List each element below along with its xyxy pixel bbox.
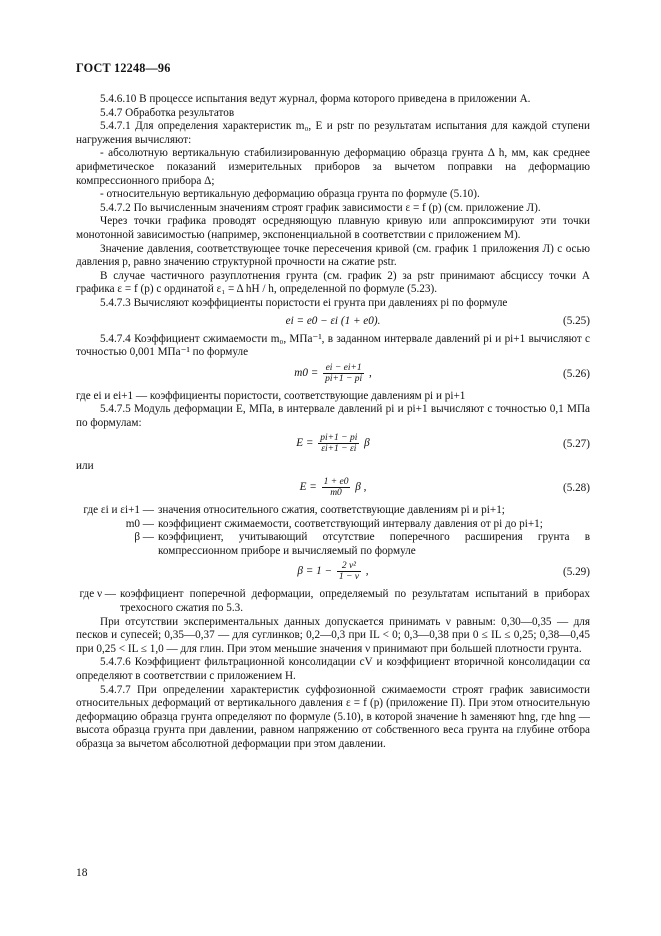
fraction-numerator: 2 ν² (337, 561, 361, 572)
equation-5-25 (76, 311, 590, 333)
equation-number: (5.27) (562, 438, 590, 451)
paragraph: - абсолютную вертикальную стабилизированную деформацию образца грунта Δ h, мм, как среднее арифметическое показаний измерительных приборов за вычетом поправки на деформацию компрессионного прибора Δ; (76, 147, 590, 187)
fraction-numerator: ei − ei+1 (323, 363, 364, 374)
fraction-numerator: 1 + e0 (323, 477, 349, 488)
equation-number: (5.25) (562, 314, 590, 327)
definition-text: коэффициент поперечной деформации, определяемый по результатам испытаний в приборах трехосного сжатия по 5.3. (120, 588, 590, 615)
definition-row (76, 531, 590, 558)
paragraph: 5.4.7.3 Вычисляют коэффициенты пористости ei грунта при давлениях pi по формуле (100, 296, 508, 309)
definition-row (76, 518, 590, 532)
paragraph: где ei и ei+1 — коэффициенты пористости, соответствующие давлениям pi и pi+1 (76, 389, 466, 402)
paragraph: 5.4.7.4 Коэффициент сжимаемости m₀, МПа⁻¹, в заданном интервале давлений pi и pi+1 вычисляют с точностью 0,001 МПа⁻¹ по формуле (76, 332, 590, 359)
paragraph: Через точки графика проводят осредняющую плавную кривую или аппроксимируют эти точки монотонной зависимостью (например, экспоненциальной в соответствии с приложением М). (76, 215, 590, 241)
fraction (337, 561, 361, 582)
equation-tail: , (368, 366, 372, 379)
document-body (76, 93, 590, 752)
equation-5-26 (76, 360, 590, 390)
fraction-denominator: pi+1 − pi (325, 373, 363, 384)
equation-lhs: β = 1 − (297, 565, 333, 578)
equation-tail: , (365, 565, 369, 578)
page-number: 18 (76, 867, 88, 879)
equation-5-28 (76, 474, 590, 504)
equation-formula: ei = e0 − εi (1 + e0). (285, 314, 381, 327)
equation-lhs: E = (299, 481, 317, 494)
equation-lhs: m0 = (294, 366, 319, 379)
paragraph: При отсутствии экспериментальных данных допускается принимать ν равным: 0,30—0,35 — для песков и супесей; 0,35—0,37 — для суглинков; 0,2—0,3 при IL < 0; 0,3—0,38 при 0 ≤ IL ≤ 0,25; 0,38—0,45 при 0,25 < IL ≤ 1,0 — для глин. При этом меньшие значения ν принимают при большей плотности грунта. (76, 615, 590, 655)
paragraph: или (76, 460, 94, 473)
fraction (318, 433, 359, 454)
paragraph: Значение давления, соответствующее точке пересечения кривой (см. график 1 приложения Л) с осью давления p, равно значению структурной прочности на сжатие pstr. (76, 242, 590, 269)
paragraph: 5.4.7.2 По вычисленным значениям строят график зависимости ε = f (p) (см. приложение Л). (100, 201, 541, 214)
fraction-denominator: m0 (330, 488, 342, 499)
paragraph: 5.4.7.6 Коэффициент фильтрационной консолидации cV и коэффициент вторичной консолидации cα определяют в соответствии с приложением Н. (76, 656, 590, 682)
paragraph: - относительную вертикальную деформацию образца грунта по формуле (5.10). (100, 188, 480, 201)
fraction (322, 477, 351, 498)
section-heading: 5.4.7 Обработка результатов (100, 106, 235, 119)
equation-tail: β , (355, 481, 367, 494)
equation-5-29 (76, 558, 590, 588)
equation-tail: β (364, 437, 370, 450)
definition-text: коэффициент, учитывающий отсутствие поперечного расширения грунта в компрессионном приборе и вычисляемый по формуле (158, 531, 590, 557)
definition-symbol: где ν — (79, 588, 116, 601)
paragraph: 5.4.6.10 В процессе испытания ведут журнал, форма которого приведена в приложении А. (100, 93, 531, 105)
definition-text: коэффициент сжимаемости, соответствующий интервалу давления от pi до pi+1; (158, 517, 543, 530)
definition-row (76, 588, 590, 615)
definition-row (76, 504, 590, 518)
equation-lhs: E = (296, 437, 314, 450)
fraction-numerator: pi+1 − pi (320, 433, 358, 444)
document-header: ГОСТ 12248—96 (76, 61, 171, 75)
fraction (323, 363, 364, 384)
definition-symbol: m0 — (125, 517, 154, 530)
definition-symbol: где εi и εi+1 — (83, 504, 154, 517)
paragraph: 5.4.7.7 При определении характеристик суффозионной сжимаемости строят график зависимости относительных деформаций от вертикального давления ε = f (p) (приложение П). При этом относительную деформацию образца грунта определяют по формуле (5.10), в которой значение h заменяют hng, где hng — высота образца грунта при давлении, равном напряжению от собственного веса грунта на глубине отбора образца за вычетом абсолютной деформации при этом давлении. (76, 683, 590, 750)
equation-number: (5.28) (562, 482, 590, 495)
fraction-denominator: 1 − ν (338, 572, 359, 583)
paragraph: 5.4.7.1 Для определения характеристик m₀, E и pstr по результатам испытания для каждой ступени нагружения вычисляют: (76, 120, 590, 146)
definition-text: значения относительного сжатия, соответствующие давлениям pi и pi+1; (158, 504, 505, 517)
paragraph: 5.4.7.5 Модуль деформации E, МПа, в интервале давлений pi и pi+1 вычисляют с точностью 0,1 МПа по формулам: (76, 403, 590, 429)
equation-number: (5.26) (562, 367, 590, 380)
paragraph: В случае частичного разуплотнения грунта (см. график 2) за pstr принимают абсциссу точки A графика ε = f (p) с ординатой ε₁ = Δ hH / h, определенной по формуле (5.23). (76, 269, 590, 296)
equation-number: (5.29) (562, 566, 590, 579)
equation-5-27 (76, 430, 590, 460)
definition-symbol: β — (134, 531, 154, 544)
fraction-denominator: εi+1 − εi (321, 444, 357, 455)
